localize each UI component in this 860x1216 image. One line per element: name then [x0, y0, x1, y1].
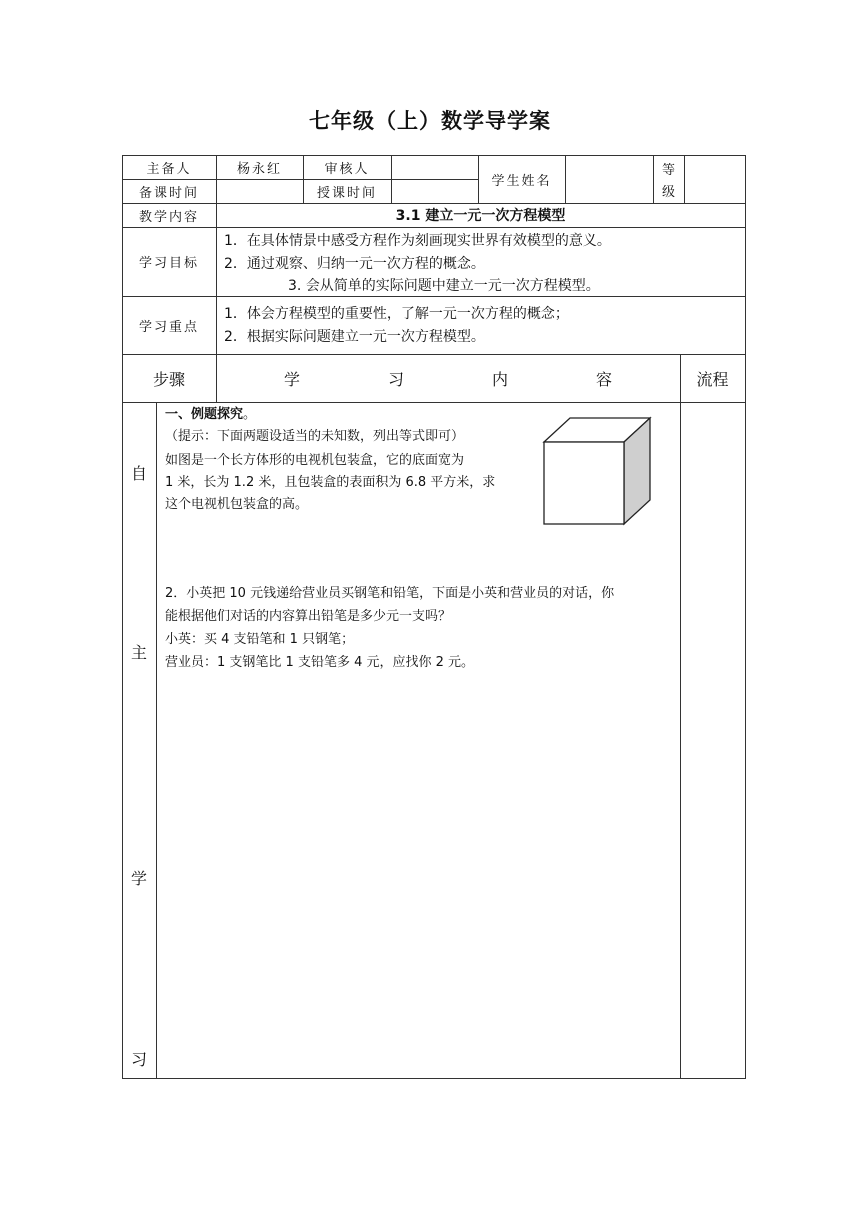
student-name-label: 学生姓名 [491, 173, 552, 189]
focus-label: 学习重点 [138, 319, 199, 335]
section-heading-text: 一、例题探究 [165, 407, 244, 422]
section-heading [165, 404, 256, 426]
side-label-char: 主 [130, 643, 147, 662]
content-header-char: 容 [596, 369, 613, 389]
focus-item: 1．体会方程模型的重要性，了解一元一次方程的概念； [224, 306, 569, 322]
goal-item: 2．通过观察、归纳一元一次方程的概念。 [224, 256, 485, 272]
problem1-line: 这个电视机包装盒的高。 [165, 497, 309, 512]
steps-header: 步骤 [152, 369, 185, 389]
reviewer-label: 审核人 [324, 161, 370, 177]
goal-item: 3. 会从简单的实际问题中建立一元一次方程模型。 [288, 278, 600, 294]
prep-time-label: 备课时间 [138, 185, 199, 201]
section-heading-punct: 。 [243, 407, 257, 422]
teach-time-label: 授课时间 [316, 185, 377, 201]
grade-label-top: 等 [661, 162, 675, 178]
focus-item: 2．根据实际问题建立一元一次方程模型。 [224, 329, 485, 345]
problem1-line: 1 米，长为 1.2 米，且包装盒的表面积为 6.8 平方米，求 [165, 475, 496, 490]
content-header [216, 354, 680, 402]
flow-header: 流程 [696, 369, 729, 389]
grade-label-bottom: 级 [661, 184, 675, 200]
content-header-char: 习 [387, 369, 404, 389]
content-header-char: 学 [283, 369, 300, 389]
problem2-line: 小英：买 4 支铅笔和 1 只钢笔； [165, 632, 355, 647]
content-label: 教学内容 [138, 209, 199, 225]
grade-field[interactable] [684, 155, 745, 203]
tv-box-cuboid-figure [540, 414, 656, 528]
problem2-line: 能根据他们对话的内容算出铅笔是多少元一支吗？ [165, 609, 452, 624]
side-label-char: 学 [130, 869, 147, 888]
preparer-label: 主备人 [146, 161, 192, 177]
teach-time-field[interactable] [391, 179, 478, 203]
problem2-line: 营业员：1 支钢笔比 1 支铅笔多 4 元，应找你 2 元。 [165, 655, 475, 670]
page-title: 七年级（上）数学导学案 [309, 109, 551, 133]
content-header-char: 内 [492, 369, 509, 389]
lesson-title: 3.1 建立一元一次方程模型 [395, 208, 566, 224]
preparer-name: 杨永红 [236, 161, 282, 177]
problem2-line: 2．小英把 10 元钱递给营业员买钢笔和铅笔，下面是小英和营业员的对话，你 [165, 586, 615, 601]
goals-label: 学习目标 [138, 256, 199, 271]
side-label-char: 习 [130, 1050, 147, 1069]
prep-time-field[interactable] [216, 179, 303, 203]
side-label-char: 自 [130, 464, 147, 483]
goal-item: 1．在具体情景中感受方程作为刻画现实世界有效模型的意义。 [224, 233, 611, 249]
cuboid-front-face [544, 442, 624, 524]
hint-text: （提示：下面两题设适当的未知数，列出等式即可） [165, 429, 465, 444]
reviewer-name[interactable] [391, 155, 478, 179]
problem1-line: 如图是一个长方体形的电视机包装盒，它的底面宽为 [165, 453, 465, 468]
student-name-field[interactable] [565, 155, 653, 203]
